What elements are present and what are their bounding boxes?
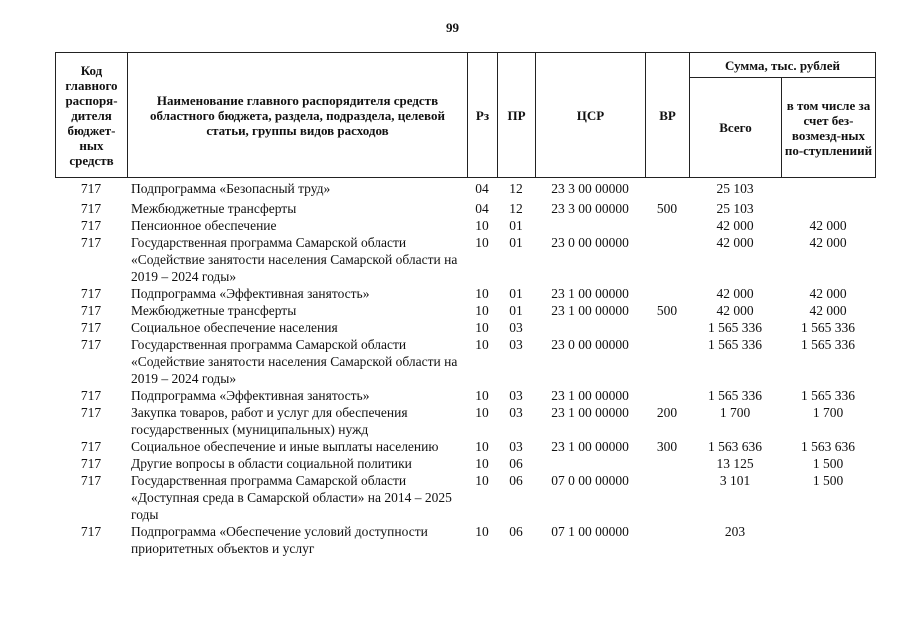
cell-code: 717 (80, 524, 102, 539)
cell-total: 25 103 (716, 201, 754, 216)
cell-incl: 1 500 (812, 456, 844, 471)
cell-incl: 1 700 (812, 405, 844, 420)
cell-rz: 04 (475, 201, 489, 216)
cell-csr (535, 319, 645, 336)
cell-vr (645, 180, 689, 197)
cell-pr: 03 (509, 439, 523, 454)
cell-incl: 1 500 (812, 473, 844, 488)
table-row (55, 234, 875, 285)
cell-total: 13 125 (716, 456, 754, 471)
cell-total: 1 565 336 (708, 337, 762, 352)
cell-name: Другие вопросы в области социальной политики (131, 456, 412, 471)
cell-incl: 1 565 336 (801, 320, 855, 335)
cell-vr (645, 523, 689, 557)
cell-name: Государственная программа Самарской области «Содействие занятости населения Самарской области на 2019 – 2024 годы» (131, 235, 458, 284)
cell-incl: 42 000 (809, 218, 847, 233)
cell-csr: 23 0 00 00000 (551, 337, 629, 352)
table-row (55, 336, 875, 387)
cell-rz: 10 (475, 388, 489, 403)
cell-pr: 01 (509, 303, 523, 318)
cell-incl: 42 000 (809, 235, 847, 250)
data-table (55, 180, 875, 557)
cell-csr: 23 1 00 00000 (551, 286, 629, 301)
cell-total: 42 000 (716, 303, 754, 318)
cell-code: 717 (80, 388, 102, 403)
table-row (55, 404, 875, 438)
cell-pr: 03 (509, 405, 523, 420)
cell-incl (781, 523, 875, 557)
cell-total: 1 700 (719, 405, 751, 420)
cell-incl: 42 000 (809, 286, 847, 301)
cell-code: 717 (80, 303, 102, 318)
cell-incl (781, 197, 875, 217)
cell-csr: 23 1 00 00000 (551, 405, 629, 420)
table-row (55, 197, 875, 217)
page-number: 99 (446, 20, 459, 35)
cell-vr (645, 234, 689, 285)
cell-csr: 23 3 00 00000 (551, 181, 629, 196)
cell-name: Межбюджетные трансферты (131, 201, 297, 216)
cell-code: 717 (80, 337, 102, 352)
cell-code: 717 (80, 456, 102, 471)
cell-name: Социальное обеспечение и иные выплаты населению (131, 439, 439, 454)
cell-vr (645, 336, 689, 387)
cell-total: 25 103 (716, 181, 754, 196)
header-vr: ВР (646, 53, 690, 178)
cell-code: 717 (80, 235, 102, 250)
cell-pr: 01 (509, 286, 523, 301)
cell-vr (645, 319, 689, 336)
cell-total: 1 565 336 (708, 320, 762, 335)
cell-name: Подпрограмма «Безопасный труд» (131, 181, 331, 196)
table-row (55, 472, 875, 523)
cell-code: 717 (80, 473, 102, 488)
header-code: Код главного распоря-дителя бюджет-ных средств (56, 53, 128, 178)
cell-incl: 1 565 336 (801, 337, 855, 352)
header-sum: Сумма, тыс. рублей (690, 53, 876, 78)
cell-csr (535, 455, 645, 472)
cell-pr: 06 (509, 473, 523, 488)
cell-rz: 10 (475, 286, 489, 301)
cell-csr: 23 3 00 00000 (551, 201, 629, 216)
cell-pr: 03 (509, 388, 523, 403)
cell-pr: 06 (509, 456, 523, 471)
cell-code: 717 (80, 286, 102, 301)
cell-incl (781, 180, 875, 197)
table-row (55, 387, 875, 404)
cell-incl: 1 563 636 (801, 439, 855, 454)
cell-code: 717 (80, 201, 102, 216)
cell-rz: 10 (475, 337, 489, 352)
table-row (55, 319, 875, 336)
cell-total: 42 000 (716, 218, 754, 233)
cell-pr: 12 (509, 181, 523, 196)
cell-vr (645, 387, 689, 404)
header-rz: Рз (468, 53, 498, 178)
cell-pr: 12 (509, 201, 523, 216)
cell-csr: 23 1 00 00000 (551, 439, 629, 454)
cell-code: 717 (80, 320, 102, 335)
cell-total: 1 563 636 (708, 439, 762, 454)
header-incl: в том числе за счет без-возмезд-ных по-ступлениий (782, 78, 876, 178)
cell-rz: 04 (475, 181, 489, 196)
cell-rz: 10 (475, 456, 489, 471)
header-csr: ЦСР (536, 53, 646, 178)
table-row (55, 217, 875, 234)
cell-vr: 500 (656, 303, 678, 318)
header-name: Наименование главного распорядителя средств областного бюджета, раздела, подраздела, целевой статьи, группы видов расходов (128, 53, 468, 178)
table-row (55, 285, 875, 302)
table-row (55, 523, 875, 557)
cell-pr: 06 (509, 524, 523, 539)
cell-pr: 03 (509, 320, 523, 335)
cell-vr (645, 217, 689, 234)
cell-vr (645, 472, 689, 523)
cell-rz: 10 (475, 524, 489, 539)
cell-name: Пенсионное обеспечение (131, 218, 277, 233)
cell-csr: 23 1 00 00000 (551, 388, 629, 403)
cell-pr: 01 (509, 235, 523, 250)
cell-total: 42 000 (716, 235, 754, 250)
cell-name: Закупка товаров, работ и услуг для обеспечения государственных (муниципальных) нужд (131, 405, 408, 437)
cell-total: 42 000 (716, 286, 754, 301)
cell-name: Подпрограмма «Обеспечение условий доступности приоритетных объектов и услуг (131, 524, 428, 556)
cell-total: 203 (724, 524, 746, 539)
header-pr: ПР (498, 53, 536, 178)
cell-vr: 300 (656, 439, 678, 454)
cell-code: 717 (80, 181, 102, 196)
cell-name: Подпрограмма «Эффективная занятость» (131, 388, 370, 403)
cell-rz: 10 (475, 405, 489, 420)
cell-total: 3 101 (719, 473, 751, 488)
cell-pr: 03 (509, 337, 523, 352)
cell-name: Межбюджетные трансферты (131, 303, 297, 318)
cell-code: 717 (80, 218, 102, 233)
cell-name: Социальное обеспечение населения (131, 320, 338, 335)
cell-code: 717 (80, 439, 102, 454)
table-row (55, 455, 875, 472)
cell-total: 1 565 336 (708, 388, 762, 403)
cell-vr: 500 (656, 201, 678, 216)
cell-csr (535, 217, 645, 234)
cell-code: 717 (80, 405, 102, 420)
cell-name: Государственная программа Самарской области «Содействие занятости населения Самарской области на 2019 – 2024 годы» (131, 337, 458, 386)
cell-rz: 10 (475, 235, 489, 250)
cell-pr: 01 (509, 218, 523, 233)
cell-csr: 07 1 00 00000 (551, 524, 629, 539)
cell-incl: 42 000 (809, 303, 847, 318)
cell-csr: 07 0 00 00000 (551, 473, 629, 488)
table-row (55, 180, 875, 197)
cell-vr (645, 455, 689, 472)
header-total: Всего (690, 78, 782, 178)
cell-csr: 23 1 00 00000 (551, 303, 629, 318)
cell-rz: 10 (475, 218, 489, 233)
cell-vr (645, 285, 689, 302)
cell-rz: 10 (475, 303, 489, 318)
table-row (55, 438, 875, 455)
cell-name: Подпрограмма «Эффективная занятость» (131, 286, 370, 301)
cell-rz: 10 (475, 473, 489, 488)
table-header (55, 52, 876, 178)
cell-name: Государственная программа Самарской области «Доступная среда в Самарской области» на 2014 – 2025 годы (131, 473, 452, 522)
cell-incl: 1 565 336 (801, 388, 855, 403)
table-row (55, 302, 875, 319)
cell-vr: 200 (656, 405, 678, 420)
cell-rz: 10 (475, 439, 489, 454)
cell-rz: 10 (475, 320, 489, 335)
cell-csr: 23 0 00 00000 (551, 235, 629, 250)
